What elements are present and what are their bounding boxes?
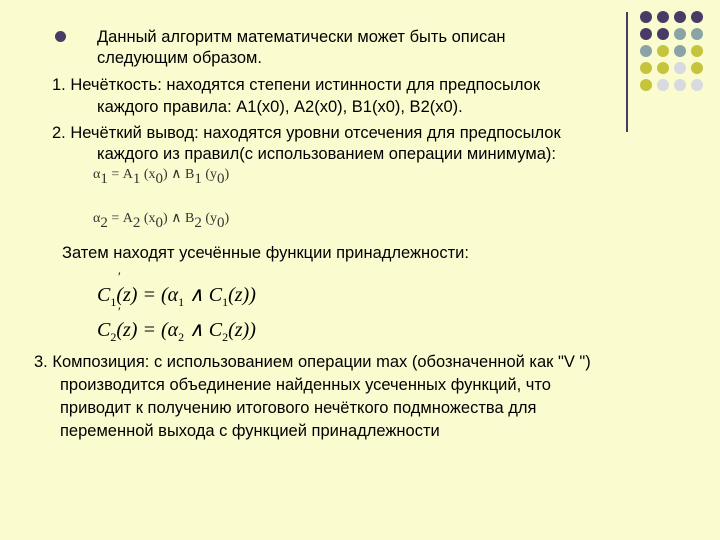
decorative-dot xyxy=(674,62,686,74)
decorative-dot xyxy=(640,28,652,40)
decorative-dot xyxy=(674,45,686,57)
decorative-dot xyxy=(691,79,703,91)
decorative-dot xyxy=(691,62,703,74)
decorative-dot xyxy=(640,11,652,23)
step1-line-2: каждого правила: А1(x0), А2(x0), В1(x0), В2(x0). xyxy=(97,98,463,116)
divider-line xyxy=(626,12,628,132)
step3-line-1: 3. Композиция: с использованием операции max (обозначенной как "V ") xyxy=(34,353,591,371)
step2-line-1: 2. Нечёткий вывод: находятся уровни отсечения для предпосылок xyxy=(52,124,561,142)
formula-alpha-2: $\alpha_2 = A_2$ $(x_0)$ ∧ $B_2$ $(y_0)$ xyxy=(93,211,230,231)
decorative-dot xyxy=(691,45,703,57)
decorative-dot xyxy=(640,62,652,74)
decorative-dot xyxy=(657,11,669,23)
decorative-dot xyxy=(657,79,669,91)
formula-c1-truncated: $C_1$ ′ $(z) = (\alpha_1$ ∧ $C_1(z)$) xyxy=(97,269,256,309)
decorative-dot xyxy=(657,62,669,74)
decorative-dot xyxy=(674,11,686,23)
step1-line-1: 1. Нечёткость: находятся степени истинности для предпосылок xyxy=(52,76,541,94)
decorative-dot xyxy=(691,28,703,40)
decorative-dot xyxy=(674,79,686,91)
then-text: Затем находят усечённые функции принадлежности: xyxy=(62,244,469,262)
step2-line-2: каждого из правил(с использованием операции минимума): xyxy=(97,145,556,163)
intro-line-1: Данный алгоритм математически может быть описан xyxy=(97,28,506,46)
formula-alpha-1: $\alpha_1 = A_1$ $(x_0)$ ∧ $B_1$ $(y_0)$ xyxy=(93,167,230,187)
step3-line-3: приводит к получению итогового нечёткого подмножества для xyxy=(60,399,537,417)
step3-line-2: производится объединение найденных усеченных функций, что xyxy=(60,376,551,394)
formula-c2-truncated: $C_2$ ′ $(z) = (\alpha_2$ ∧ $C_2(z)$) xyxy=(97,304,256,344)
decorative-dot xyxy=(674,28,686,40)
decorative-dot xyxy=(657,28,669,40)
intro-line-2: следующим образом. xyxy=(97,49,262,67)
step3-line-4: переменной выхода с функцией принадлежности xyxy=(60,422,440,440)
decorative-dot xyxy=(657,45,669,57)
decorative-dot xyxy=(640,79,652,91)
decorative-dot xyxy=(691,11,703,23)
decorative-dot xyxy=(640,45,652,57)
bullet-icon xyxy=(55,31,66,42)
